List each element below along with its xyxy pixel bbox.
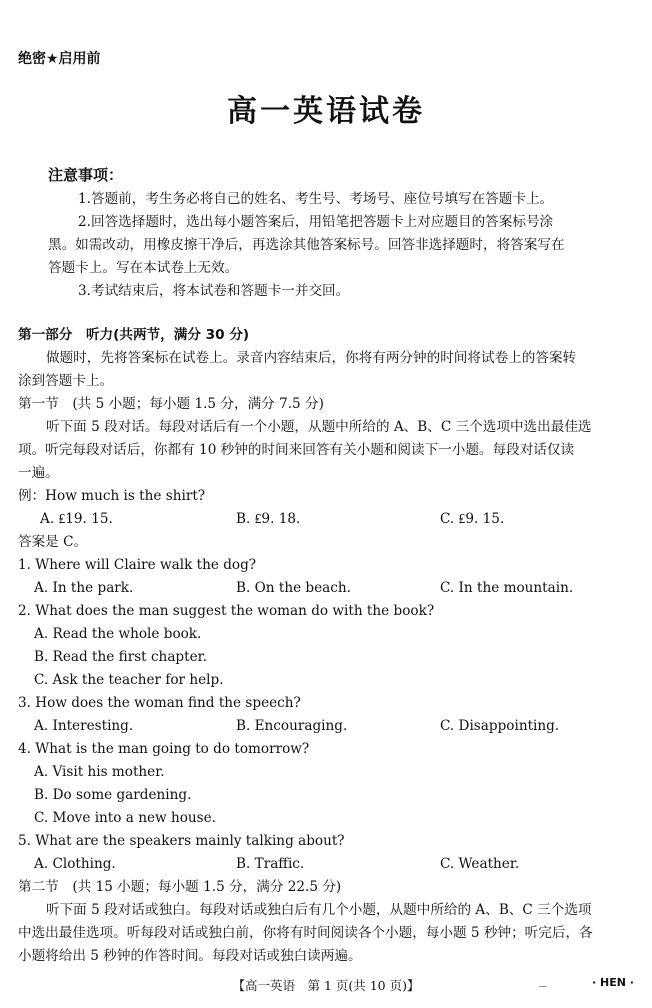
question-3-option-b: B. Encouraging.	[236, 718, 348, 734]
question-4-option-b: B. Do some gardening.	[34, 787, 192, 803]
section1-instruction-line-2: 项。听完每段对话后，你都有 10 秒钟的时间来回答有关小题和阅读下一小题。每段对话仅读	[18, 442, 575, 458]
part1-intro-line-2: 涂到答题卡上。	[18, 373, 114, 389]
example-option-c: C. ₤9. 15.	[440, 511, 505, 527]
example-option-a: A. ₤19. 15.	[40, 511, 113, 527]
section2-heading: 第二节 (共 15 小题；每小题 1.5 分，满分 22.5 分)	[18, 879, 342, 895]
question-5-option-c: C. Weather.	[440, 856, 520, 872]
question-5-option-a: A. Clothing.	[34, 856, 116, 872]
page-title: 高一英语试卷	[227, 94, 425, 129]
notice-heading: 注意事项：	[48, 166, 124, 184]
example-question: 例：How much is the shirt?	[18, 488, 206, 504]
footer-code: · HEN ·	[592, 976, 634, 989]
question-4: 4. What is the man going to do tomorrow?	[18, 741, 310, 757]
question-4-option-c: C. Move into a new house.	[34, 810, 216, 826]
confidential-label: 绝密★启用前	[18, 51, 101, 67]
question-2: 2. What does the man suggest the woman do with the book?	[18, 603, 435, 619]
question-5-option-b: B. Traffic.	[236, 856, 305, 872]
part1-heading: 第一部分 听力(共两节，满分 30 分)	[18, 327, 250, 343]
question-2-option-a: A. Read the whole book.	[34, 626, 202, 642]
question-2-option-b: B. Read the first chapter.	[34, 649, 207, 665]
question-3-option-a: A. Interesting.	[34, 718, 134, 734]
question-4-option-a: A. Visit his mother.	[34, 764, 165, 780]
notice-item-2-line-2: 黑。如需改动，用橡皮擦干净后，再选涂其他答案标号。回答非选择题时，将答案写在	[48, 237, 565, 253]
question-1-option-b: B. On the beach.	[236, 580, 351, 596]
part1-intro-line-1: 做题时，先将答案标在试卷上。录音内容结束后，你将有两分钟的时间将试卷上的答案转	[46, 350, 577, 366]
question-3: 3. How does the woman find the speech?	[18, 695, 301, 711]
notice-item-3: 3.考试结束后，将本试卷和答题卡一并交回。	[78, 283, 350, 299]
example-answer: 答案是 C。	[18, 534, 88, 550]
section2-instruction-line-3: 小题将给出 5 秒钟的作答时间。每段对话或独白读两遍。	[18, 948, 362, 964]
section1-instruction-line-1: 听下面 5 段对话。每段对话后有一个小题，从题中所给的 A、B、C 三个选项中选出最佳选	[46, 419, 592, 435]
notice-item-2-line-3: 答题卡上。写在本试卷上无效。	[48, 260, 239, 276]
question-5: 5. What are the speakers mainly talking about?	[18, 833, 345, 849]
question-1-option-c: C. In the mountain.	[440, 580, 574, 596]
question-1-option-a: A. In the park.	[34, 580, 134, 596]
notice-item-2-line-1: 2.回答选择题时，选出每小题答案后，用铅笔把答题卡上对应题目的答案标号涂	[78, 214, 554, 230]
page-footer: 【高一英语 第 1 页(共 10 页)】	[232, 978, 420, 993]
notice-item-1: 1.答题前，考生务必将自己的姓名、考生号、考场号、座位号填写在答题卡上。	[78, 191, 554, 207]
question-3-option-c: C. Disappointing.	[440, 718, 560, 734]
footer-dash: －	[538, 982, 548, 993]
question-2-option-c: C. Ask the teacher for help.	[34, 672, 224, 688]
section1-heading: 第一节 (共 5 小题；每小题 1.5 分，满分 7.5 分)	[18, 396, 324, 412]
section2-instruction-line-1: 听下面 5 段对话或独白。每段对话或独白后有几个小题，从题中所给的 A、B、C 三个选项	[46, 902, 592, 918]
example-option-b: B. ₤9. 18.	[236, 511, 301, 527]
section1-instruction-line-3: 一遍。	[18, 465, 59, 481]
section2-instruction-line-2: 中选出最佳选项。听每段对话或独白前，你将有时间阅读各个小题，每小题 5 秒钟；听完后，各	[18, 925, 593, 941]
question-1: 1. Where will Claire walk the dog?	[18, 557, 257, 573]
